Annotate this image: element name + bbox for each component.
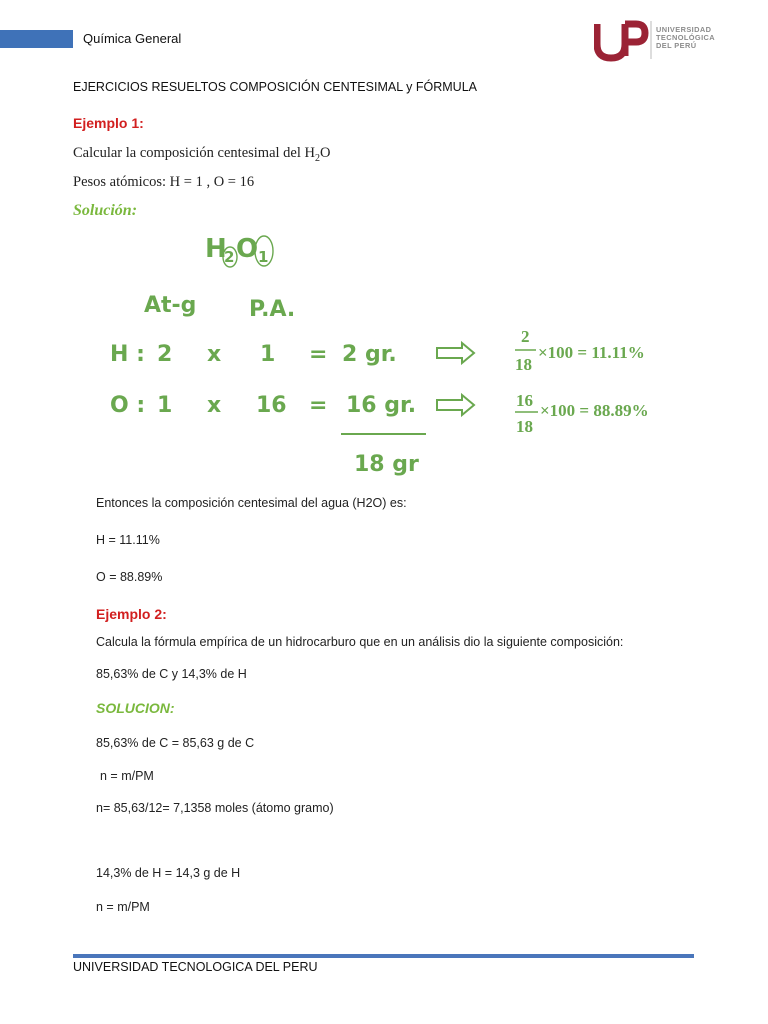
example2-composition: 85,63% de C y 14,3% de H: [96, 667, 247, 681]
footer-university: UNIVERSIDAD TECNOLOGICA DEL PERU: [73, 960, 318, 974]
solution-step-1: 85,63% de C = 85,63 g de C: [96, 736, 255, 750]
water-formula: [205, 234, 273, 267]
svg-text:1: 1: [157, 393, 173, 418]
column-pa-label: P.A.: [249, 297, 296, 322]
column-atg-label: At-g: [144, 293, 197, 318]
svg-text:18: 18: [516, 417, 533, 436]
footer-divider: [73, 954, 694, 958]
svg-text:O :: O :: [110, 393, 146, 418]
percentage-calc-oxygen: [515, 391, 649, 436]
svg-text:=: =: [309, 393, 328, 418]
atomic-weights: Pesos atómicos: H = 1 , O = 16: [73, 174, 255, 190]
logo-wordmark: UNIVERSIDAD TECNOLÓGICA DEL PERÚ: [656, 25, 716, 51]
course-title: Química General: [83, 31, 182, 46]
example2-statement: Calcula la fórmula empírica de un hidrocarburo que en un análisis dio la siguiente composición:: [96, 635, 624, 649]
university-logo: [594, 18, 724, 62]
composition-diagram: [0, 220, 768, 480]
svg-text:H: H: [205, 234, 227, 264]
svg-text:×100 = 11.11%: ×100 = 11.11%: [538, 343, 645, 362]
solution2-label: SOLUCION:: [96, 700, 175, 716]
example1-conclusion: Entonces la composición centesimal del agua (H2O) es:: [96, 496, 407, 510]
document-title: EJERCICIOS RESUELTOS COMPOSICIÓN CENTESIMAL y FÓRMULA: [73, 80, 477, 94]
svg-text:x: x: [207, 342, 222, 367]
svg-text:2: 2: [224, 248, 235, 266]
svg-text:1: 1: [258, 248, 269, 266]
solution-step-4: 14,3% de H = 14,3 g de H: [96, 866, 241, 880]
result-hydrogen: H = 11.11%: [96, 533, 160, 547]
diagram-row-hydrogen: [110, 342, 397, 367]
svg-text:2 gr.: 2 gr.: [342, 342, 397, 367]
example1-statement: Calcular la composición centesimal del $H_2O$: [73, 145, 331, 164]
total-mass: 18 gr: [354, 452, 419, 477]
arrow-icon: [437, 343, 474, 415]
svg-text:16: 16: [516, 391, 533, 410]
diagram-row-oxygen: [110, 393, 416, 418]
svg-text:×100 = 88.89%: ×100 = 88.89%: [540, 401, 649, 420]
svg-text:=: =: [309, 342, 328, 367]
svg-text:O: O: [236, 234, 259, 264]
solution-step-3: n= 85,63/12= 7,1358 moles (átomo gramo): [96, 801, 334, 815]
svg-text:x: x: [207, 393, 222, 418]
example1-label: Ejemplo 1:: [73, 115, 144, 131]
example2-label: Ejemplo 2:: [96, 606, 167, 622]
solution-step-2: n = m/PM: [100, 769, 154, 783]
svg-text:16 gr.: 16 gr.: [346, 393, 417, 418]
utp-logo-icon: [594, 18, 652, 62]
svg-text:18: 18: [515, 355, 532, 374]
solution-step-5: n = m/PM: [96, 900, 150, 914]
header-accent-bar: [0, 30, 73, 48]
result-oxygen: O = 88.89%: [96, 570, 163, 584]
svg-text:2: 2: [521, 327, 530, 346]
svg-text:2: 2: [157, 342, 173, 367]
svg-text:1: 1: [260, 342, 276, 367]
svg-text:H :: H :: [110, 342, 145, 367]
svg-text:16: 16: [256, 393, 287, 418]
percentage-calc-hydrogen: [515, 327, 645, 374]
solution1-label: Solución:: [73, 202, 138, 219]
